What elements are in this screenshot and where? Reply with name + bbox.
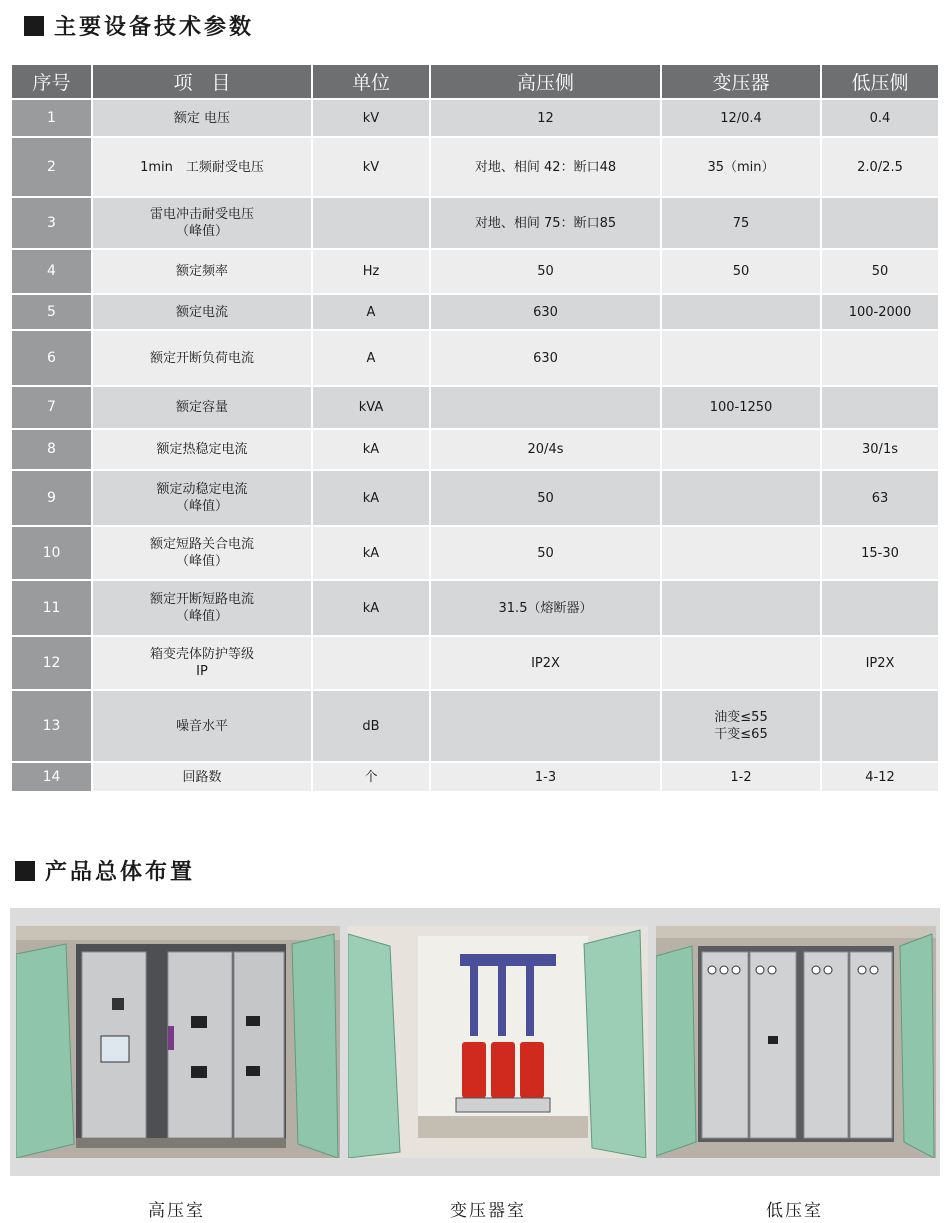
cell-no: 13 [12, 690, 92, 762]
table-row [12, 690, 938, 762]
cell-hv-line: 630 [533, 350, 558, 366]
cell-item-line: （峰值） [175, 554, 228, 569]
cell-item-line: （峰值） [175, 224, 228, 239]
table-row [12, 99, 938, 137]
cell-transformer [661, 636, 821, 690]
cell-hv-line: 对地、相间 75：断口85 [474, 215, 617, 231]
cell-hv [430, 526, 661, 580]
section-header-layout [15, 855, 195, 886]
cell-item-line: IP [196, 664, 208, 679]
transformer-room-illustration [348, 926, 648, 1158]
cell-transformer [661, 690, 821, 762]
cell-transformer [661, 470, 821, 526]
cell-no: 5 [12, 294, 92, 330]
cell-transformer-line: 35（min） [707, 159, 775, 175]
cell-hv [430, 690, 661, 762]
table-row [12, 294, 938, 330]
hv-room-photo [16, 926, 340, 1158]
table-row [12, 636, 938, 690]
cell-item-line: 额定短路关合电流 [149, 537, 254, 552]
cell-item [92, 99, 312, 137]
cell-transformer [661, 762, 821, 792]
cell-lv [821, 137, 938, 197]
cell-hv-line: 50 [537, 545, 554, 561]
cell-no: 10 [12, 526, 92, 580]
cell-transformer [661, 526, 821, 580]
square-bullet-icon [24, 16, 44, 36]
cell-lv [821, 197, 938, 249]
cell-lv-line: 50 [871, 264, 889, 279]
cell-transformer [661, 386, 821, 429]
cell-hv [430, 99, 661, 137]
cell-hv [430, 429, 661, 470]
cell-lv [821, 330, 938, 386]
table-row [12, 137, 938, 197]
cell-no: 12 [12, 636, 92, 690]
cell-hv-line: 1-3 [534, 769, 557, 785]
cell-transformer [661, 249, 821, 294]
caption-hv-room: 高压室 [148, 1201, 205, 1221]
cell-hv-line: 50 [537, 264, 554, 279]
cell-item-line: 额定开断短路电流 [149, 592, 254, 607]
cell-lv [821, 636, 938, 690]
cell-item [92, 470, 312, 526]
cell-item [92, 386, 312, 429]
cell-unit: kA [312, 580, 430, 636]
cell-unit: Hz [312, 249, 430, 294]
cell-item [92, 762, 312, 792]
cell-no: 14 [12, 762, 92, 792]
cell-lv [821, 99, 938, 137]
cell-hv [430, 470, 661, 526]
cell-hv [430, 762, 661, 792]
cell-lv-line: 100-2000 [848, 304, 912, 320]
transformer-room-photo [348, 926, 648, 1158]
cell-item-line: 箱变壳体防护等级 [149, 647, 254, 662]
cell-unit: kV [312, 137, 430, 197]
cell-no: 2 [12, 137, 92, 197]
cell-lv [821, 386, 938, 429]
section-header-params [24, 10, 254, 41]
cell-hv-line: 对地、相间 42：断口48 [474, 159, 617, 175]
cell-item-line: 额定容量 [175, 400, 228, 415]
cell-unit: kV [312, 99, 430, 137]
table-row [12, 249, 938, 294]
cell-transformer-line: 12/0.4 [720, 110, 762, 126]
cell-item-line: 额定频率 [175, 264, 228, 279]
cell-item [92, 294, 312, 330]
col-header-lv: 低压侧 [821, 65, 938, 99]
hv-room-illustration [16, 926, 340, 1158]
cell-item-line: 回路数 [182, 769, 222, 785]
cell-transformer [661, 330, 821, 386]
cell-item-line: 额定电流 [175, 304, 228, 320]
col-header-unit: 单位 [312, 65, 430, 99]
cell-lv [821, 470, 938, 526]
cell-no: 6 [12, 330, 92, 386]
cell-lv [821, 294, 938, 330]
table-row [12, 197, 938, 249]
cell-item [92, 137, 312, 197]
cell-unit: A [312, 294, 430, 330]
caption-lv-room: 低压室 [766, 1201, 823, 1221]
cell-item-line: 额定开断负荷电流 [149, 350, 254, 366]
cell-item [92, 636, 312, 690]
cell-item [92, 526, 312, 580]
cell-item [92, 197, 312, 249]
cell-item-line: 噪音水平 [175, 718, 228, 734]
cell-unit: kA [312, 526, 430, 580]
cell-lv [821, 429, 938, 470]
cell-transformer [661, 429, 821, 470]
cell-hv [430, 249, 661, 294]
cell-lv-line: 2.0/2.5 [857, 159, 903, 175]
col-header-item: 项 目 [92, 65, 312, 99]
cell-hv-line: 20/4s [527, 442, 564, 457]
cell-item [92, 580, 312, 636]
cell-item-line: 额定 电压 [173, 110, 231, 126]
cell-hv-line: 50 [537, 490, 554, 506]
cell-hv-line: IP2X [531, 655, 560, 671]
cell-no: 4 [12, 249, 92, 294]
cell-transformer-line: 50 [732, 264, 750, 279]
cell-unit: dB [312, 690, 430, 762]
caption-transformer-room: 变压器室 [450, 1201, 526, 1221]
lv-room-photo [656, 926, 936, 1158]
cell-no: 8 [12, 429, 92, 470]
cell-unit [312, 636, 430, 690]
cell-unit: kA [312, 470, 430, 526]
cell-unit: kVA [312, 386, 430, 429]
cell-transformer-line: 油变≤55 [714, 710, 768, 725]
cell-lv-line: 15-30 [861, 545, 899, 561]
cell-unit: kA [312, 429, 430, 470]
square-bullet-icon [15, 861, 35, 881]
cell-item-line: （峰值） [175, 499, 228, 514]
cell-transformer-line: 1-2 [730, 769, 752, 785]
cell-lv-line: 4-12 [865, 769, 895, 785]
table-row [12, 580, 938, 636]
cell-lv [821, 526, 938, 580]
cell-unit: 个 [312, 762, 430, 792]
cell-transformer [661, 197, 821, 249]
cell-item-line: 额定热稳定电流 [156, 442, 248, 457]
cell-no: 9 [12, 470, 92, 526]
cell-lv [821, 690, 938, 762]
cell-hv [430, 137, 661, 197]
cell-lv [821, 249, 938, 294]
table-row [12, 386, 938, 429]
cell-item [92, 690, 312, 762]
cell-hv [430, 330, 661, 386]
cell-transformer [661, 580, 821, 636]
cell-item-line: 雷电冲击耐受电压 [149, 207, 254, 222]
cell-hv [430, 580, 661, 636]
table-header-row [12, 65, 938, 99]
cell-no: 11 [12, 580, 92, 636]
product-photos [10, 908, 940, 1176]
col-header-no: 序号 [12, 65, 92, 99]
cell-no: 7 [12, 386, 92, 429]
cell-hv-line: 630 [533, 304, 558, 320]
col-header-hv: 高压侧 [430, 65, 661, 99]
cell-transformer-line: 干变≤65 [714, 727, 768, 742]
cell-item [92, 249, 312, 294]
cell-transformer [661, 294, 821, 330]
col-header-transformer: 变压器 [661, 65, 821, 99]
section-title: 产品总体布置 [45, 860, 196, 885]
cell-item [92, 330, 312, 386]
cell-transformer-line: 75 [732, 215, 750, 231]
cell-hv [430, 197, 661, 249]
cell-lv-line: 63 [871, 490, 889, 506]
cell-transformer [661, 137, 821, 197]
cell-hv-line: 31.5（熔断器） [498, 600, 593, 616]
cell-lv-line: 0.4 [869, 110, 891, 126]
table-row [12, 330, 938, 386]
cell-transformer-line: 100-1250 [709, 400, 773, 415]
cell-no: 3 [12, 197, 92, 249]
table-row [12, 526, 938, 580]
cell-lv-line: IP2X [865, 655, 895, 671]
cell-item-line: 1min 工频耐受电压 [140, 159, 264, 175]
cell-lv [821, 762, 938, 792]
cell-hv [430, 294, 661, 330]
section-title: 主要设备技术参数 [54, 15, 255, 40]
cell-unit [312, 197, 430, 249]
cell-hv-line: 12 [537, 110, 554, 126]
cell-hv [430, 386, 661, 429]
table-row [12, 429, 938, 470]
cell-lv [821, 580, 938, 636]
cell-item [92, 429, 312, 470]
cell-item-line: 额定动稳定电流 [156, 482, 248, 497]
table-row [12, 470, 938, 526]
lv-room-illustration [656, 926, 936, 1158]
spec-table [12, 65, 938, 793]
cell-item-line: （峰值） [175, 609, 228, 624]
cell-transformer [661, 99, 821, 137]
cell-hv [430, 636, 661, 690]
cell-unit: A [312, 330, 430, 386]
cell-lv-line: 30/1s [862, 442, 898, 457]
cell-no: 1 [12, 99, 92, 137]
table-row [12, 762, 938, 792]
